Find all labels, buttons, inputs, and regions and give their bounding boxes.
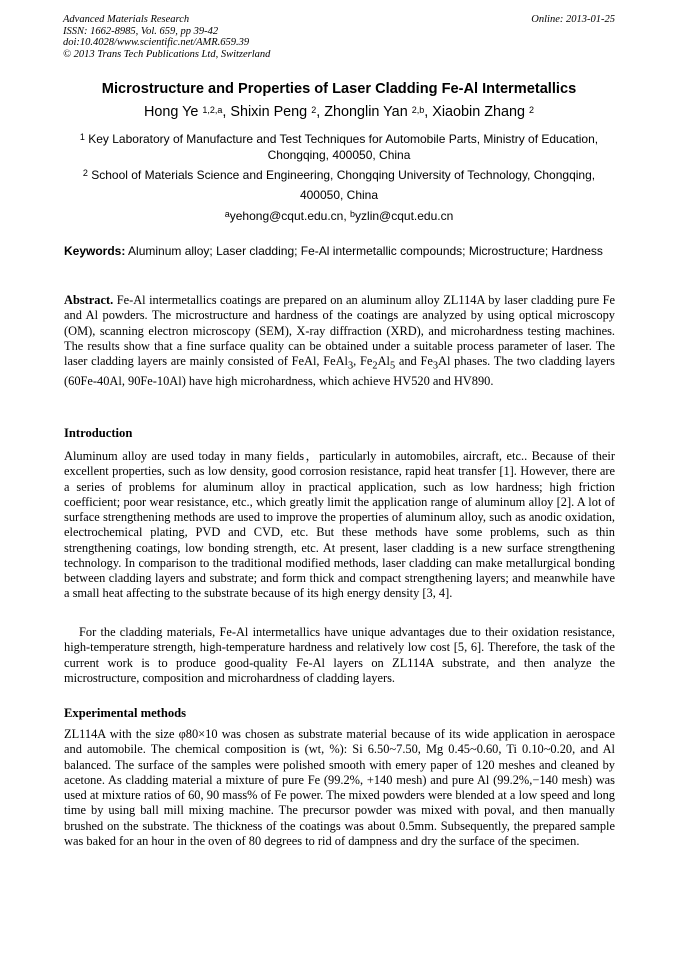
affiliation-2-continued: 400050, China — [299, 188, 379, 202]
affiliation-2 — [64, 167, 614, 183]
email-mark: a — [224, 209, 230, 219]
author-name: Hong Ye — [143, 104, 199, 120]
email-link[interactable]: yehong@cqut.edu.cn, — [229, 209, 351, 223]
introduction-paragraph: For the cladding materials, Fe-Al intermetallics have unique advantages due to their oxidation resistance, high-temperature strength, high-temperature hardness and relatively low cost [5, 6]. Therefore, the task of the current work is to produce good-quality Fe-Al layers on ZL114A substrate, and then analyze the microstructure, composition and microhardness of cladding layers. — [64, 625, 615, 685]
author-name: , Shixin Peng — [222, 104, 308, 120]
author-name: , Zhonglin Yan — [316, 104, 408, 120]
online-date: Online: 2013-01-25 — [531, 14, 615, 25]
paper-title: Microstructure and Properties of Laser Cladding Fe-Al Intermetallics — [101, 81, 577, 97]
affiliation-text: Key Laboratory of Manufacture and Test Techniques for Automobile Parts, Ministry of Education, Chongqing, 400050, China — [88, 132, 599, 162]
abstract-text: Al — [377, 354, 390, 368]
keywords — [64, 244, 615, 258]
introduction-paragraph: Aluminum alloy are used today in many fields，particularly in automobiles, aircraft, etc.. Because of their excellent properties, such as low density, good corrosion resistance, rapid heat transfer [1]. However, there are a series of problems for aluminum alloy in practical application, such as low hardness; high friction coefficient; poor wear resistance, etc., which greatly limit the application range of aluminum alloy [2]. A lot of surface strengthening methods are used to improve the properties of aluminum alloy, such as anodic oxidation, electrochemical plating, PVD and CVD, etc. But these methods have some problems, such as thin strengthening coatings, low bonding strength, etc. At present, laser cladding is a new surface strengthening technology. In comparison to the traditional modified methods, laser cladding can make metallurgical bonding between cladding layers and substrate; and form thick and compact strengthening layers; and meanwhile have a small heat affecting to the substrate because of its high energy density [3, 4]. — [64, 449, 615, 601]
abstract-text: Al phases. The two cladding layers (60Fe-40Al, 90Fe-10Al) have high microhardness, which achieve HV520 and HV890. — [64, 354, 616, 388]
journal-doi: doi:10.4028/www.scientific.net/AMR.659.39 — [63, 37, 250, 48]
affiliation-text: School of Materials Science and Engineering, Chongqing University of Technology, Chongqing, — [91, 168, 596, 182]
author-affiliation-mark: 2 — [529, 105, 535, 115]
email-mark: b — [350, 209, 356, 219]
subscript: 5 — [389, 360, 396, 372]
abstract-text: , Fe — [353, 354, 373, 368]
email-link[interactable]: yzlin@cqut.edu.cn — [355, 209, 454, 223]
journal-issn: ISSN: 1662-8985, Vol. 659, pp 39-42 — [63, 25, 219, 37]
subscript: 3 — [432, 360, 439, 372]
author-affiliation-mark: 2 — [311, 105, 317, 115]
author-list — [40, 103, 638, 121]
subscript: 2 — [372, 360, 378, 372]
author-emails — [64, 208, 614, 224]
author-name: , Xiaobin Zhang — [424, 104, 526, 120]
author-affiliation-mark: 2,b — [411, 105, 425, 115]
journal-name: Advanced Materials Research — [63, 14, 190, 25]
keywords-label: Keywords: — [64, 244, 126, 258]
affiliation-1 — [64, 131, 614, 163]
experimental-paragraph: ZL114A with the size φ80×10 was chosen as substrate material because of its wide application in aerospace and automobile. The chemical composition is (wt, %): Si 6.50~7.50, Mg 0.45~0.60, Ti 0.10~0.20, and Al balanced. The surface of the samples were polished smooth with emery paper of 120 meshes and cleaned by acetone. As cladding material a mixture of pure Fe (99.2%, +140 mesh) and pure Al (99.2%,−140 mesh) was used at mixture ratios of 60, 90 mass% of Fe power. The mixed powders were blended at a low speed and long time by using ball mill mixing machine. The precursor powder was mixed with poval, and then manually brushed on the substrate. The thickness of the coatings was about 0.5mm. Subsequently, the prepared sample was baked for an hour in the oven of 80 degrees to rid of dampness and dry the surface of the specimen. — [64, 727, 615, 848]
keywords-text: Aluminum alloy; Laser cladding; Fe-Al intermetallic compounds; Microstructure; Hardness — [125, 244, 603, 258]
journal-copyright: © 2013 Trans Tech Publications Ltd, Switzerland — [63, 48, 271, 60]
section-heading-experimental: Experimental methods — [64, 706, 187, 720]
section-heading-introduction: Introduction — [64, 426, 133, 440]
affiliation-mark: 1 — [79, 132, 85, 142]
abstract-label: Abstract. — [64, 293, 114, 307]
abstract — [64, 293, 615, 389]
abstract-text: and Fe — [395, 354, 433, 368]
author-affiliation-mark: 1,2,a — [202, 105, 223, 115]
journal-header — [63, 14, 393, 60]
abstract-text: Fe-Al intermetallics coatings are prepared on an aluminum alloy ZL114A by laser cladding pure Fe and Al powders. The microstructure and hardness of the coatings are analyzed by using optical microscopy (OM), scanning electron microscopy (SEM), X-ray diffraction (XRD), and microhardness testing machines. The results show that a fine surface quality can be obtained under a suitable process parameter of laser. The laser cladding layers are mainly consisted of FeAl, FeAl — [64, 293, 615, 368]
subscript: 3 — [348, 360, 354, 372]
affiliation-mark: 2 — [82, 168, 88, 178]
